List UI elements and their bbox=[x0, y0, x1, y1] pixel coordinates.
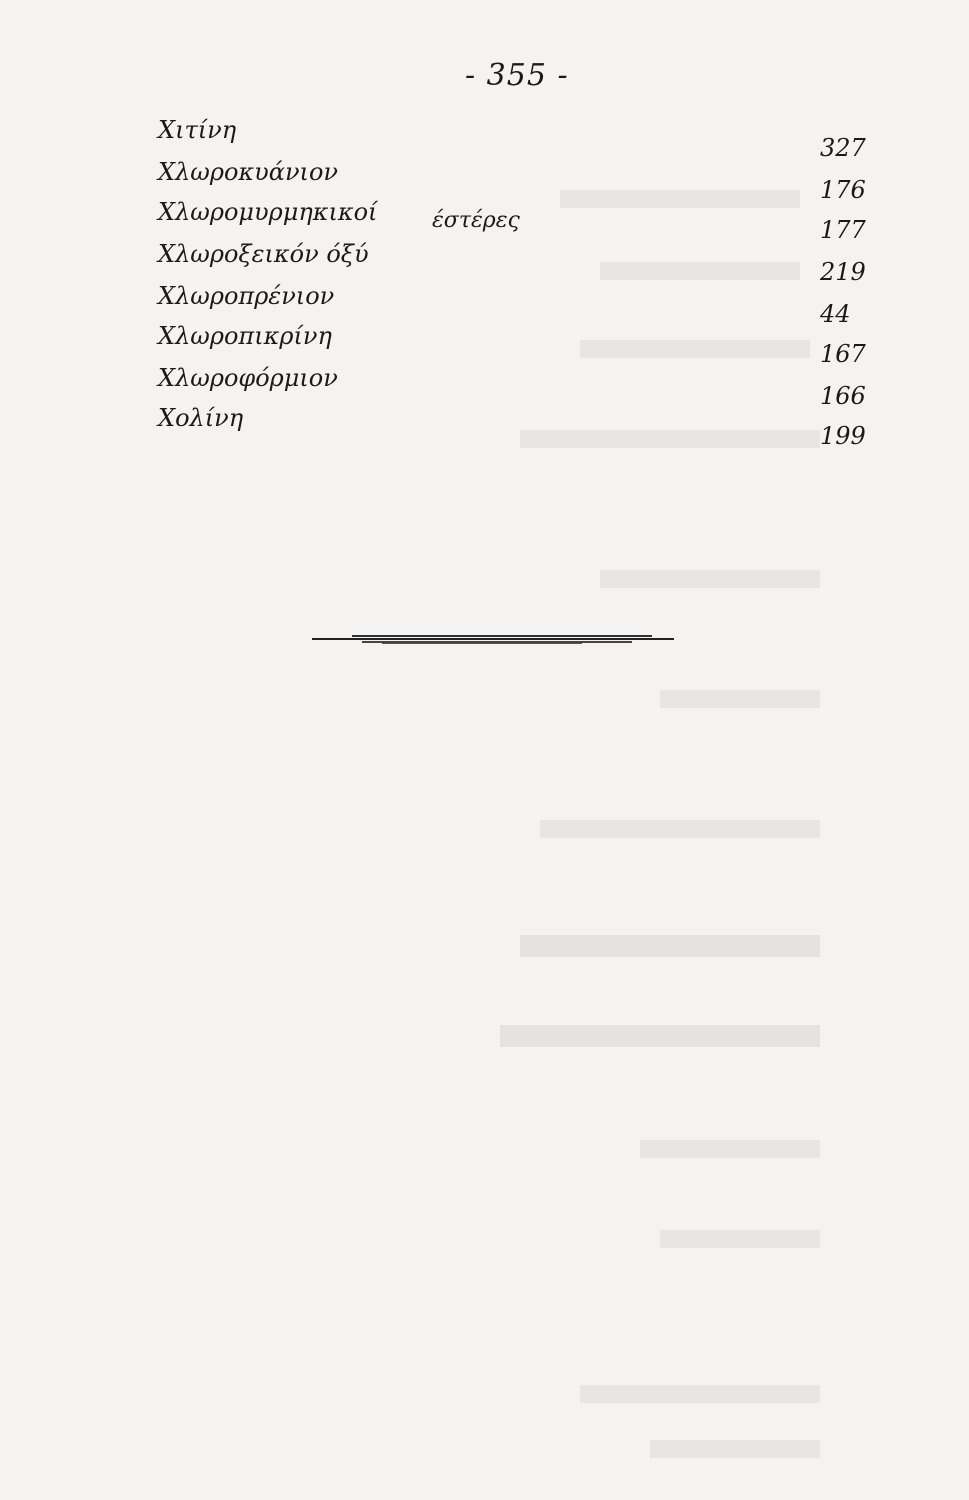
entry-term: Χλωροκυάνιον bbox=[158, 158, 338, 186]
entry-term: Χολίνη bbox=[158, 404, 244, 432]
index-list bbox=[0, 0, 969, 480]
entry-page-ref: 199 bbox=[820, 422, 866, 450]
entry-page-ref: 176 bbox=[820, 176, 866, 204]
entry-page-ref: 166 bbox=[820, 382, 866, 410]
entry-page-ref: 167 bbox=[820, 340, 866, 368]
page-number: - 355 - bbox=[465, 58, 569, 93]
entry-term: Χλωροξεικόν όξύ bbox=[158, 240, 369, 268]
entry-page-ref: 177 bbox=[820, 216, 866, 244]
entry-page-ref: 44 bbox=[820, 300, 851, 328]
entry-page-ref: 219 bbox=[820, 258, 866, 286]
entry-term: Χλωροπικρίνη bbox=[158, 322, 332, 350]
entry-term: Χιτίνη bbox=[158, 116, 237, 144]
entry-page-ref: 327 bbox=[820, 134, 866, 162]
entry-term: Χλωροφόρμιον bbox=[158, 364, 338, 392]
entry-term: Χλωρομυρμηκικοί bbox=[158, 198, 378, 226]
entry-term-continuation: έστέρες bbox=[432, 208, 520, 233]
end-of-list-rule bbox=[312, 634, 674, 646]
entry-term: Χλωροπρένιον bbox=[158, 282, 335, 310]
